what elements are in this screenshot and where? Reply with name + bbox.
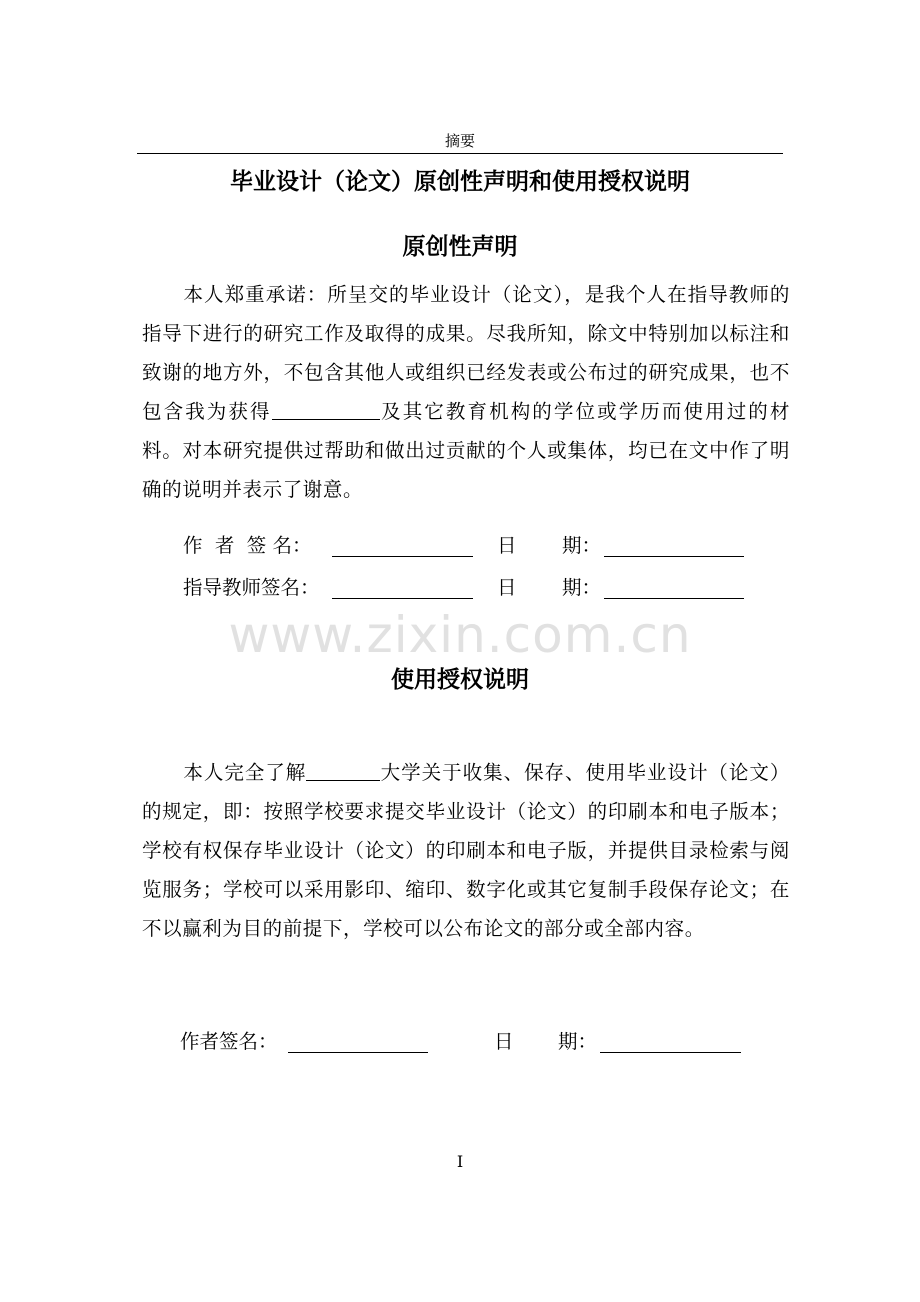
advisor-date-field[interactable] [604, 598, 744, 599]
advisor-signature-label: 指导教师签名： [183, 576, 320, 599]
advisor-date-label-char-1: 日 [497, 576, 517, 599]
university-blank[interactable] [306, 758, 380, 781]
authorization-date-field[interactable] [600, 1052, 741, 1053]
author-signature-label: 作 者 签 名： [183, 534, 312, 557]
originality-text-1: 本人郑重承诺：所呈交的毕业设计（论文），是我个人在指导教师的指导下进行的研究工作及取得的成果。尽我所知，除文中特别加以标注和致谢的地方外，不包含其他人或组织已经发表或公布过的研究成果，也不包含我为获得 [142, 283, 790, 423]
authorization-signature-label: 作者签名： [180, 1030, 278, 1053]
page-number: I [456, 1152, 464, 1171]
author-date-field[interactable] [604, 556, 744, 557]
author-signature-field[interactable] [332, 556, 473, 557]
originality-text-2: 及其它教育机构的学位或学历而使用过的材料。对本研究提供过帮助和做出过贡献的个人或集体，均已在文中作了明确的说明并表示了谢意。 [142, 400, 790, 501]
header-rule [137, 153, 783, 154]
main-title: 毕业设计（论文）原创性声明和使用授权说明 [230, 169, 690, 195]
authorization-text-1: 本人完全了解 [183, 761, 307, 784]
advisor-date-label-char-2: 期： [562, 576, 602, 599]
authorization-title: 使用授权说明 [391, 667, 529, 693]
authorization-date-label-char-1: 日 [494, 1030, 514, 1053]
watermark: www.zixin.com.cn [228, 606, 692, 664]
authorization-signature-row [0, 1027, 920, 1057]
originality-statement [142, 275, 790, 509]
running-header: 摘要 [444, 132, 475, 150]
advisor-signature-field[interactable] [332, 598, 473, 599]
authorization-text-2: 大学关于收集、保存、使用毕业设计（论文）的规定，即：按照学校要求提交毕业设计（论文）的印刷本和电子版本；学校有权保存毕业设计（论文）的印刷本和电子版，并提供目录检索与阅览服务；学校可以采用影印、缩印、数字化或其它复制手段保存论文；在不以赢利为目的前提下，学校可以公布论文的部分或全部内容。 [142, 761, 790, 940]
authorization-statement [142, 753, 790, 948]
date-label-char-1: 日 [497, 534, 517, 557]
originality-title: 原创性声明 [402, 234, 518, 260]
date-label-char-2: 期： [562, 534, 602, 557]
authorization-signature-field[interactable] [288, 1052, 428, 1053]
authorization-date-label-char-2: 期： [558, 1030, 598, 1053]
degree-blank[interactable] [272, 397, 380, 420]
